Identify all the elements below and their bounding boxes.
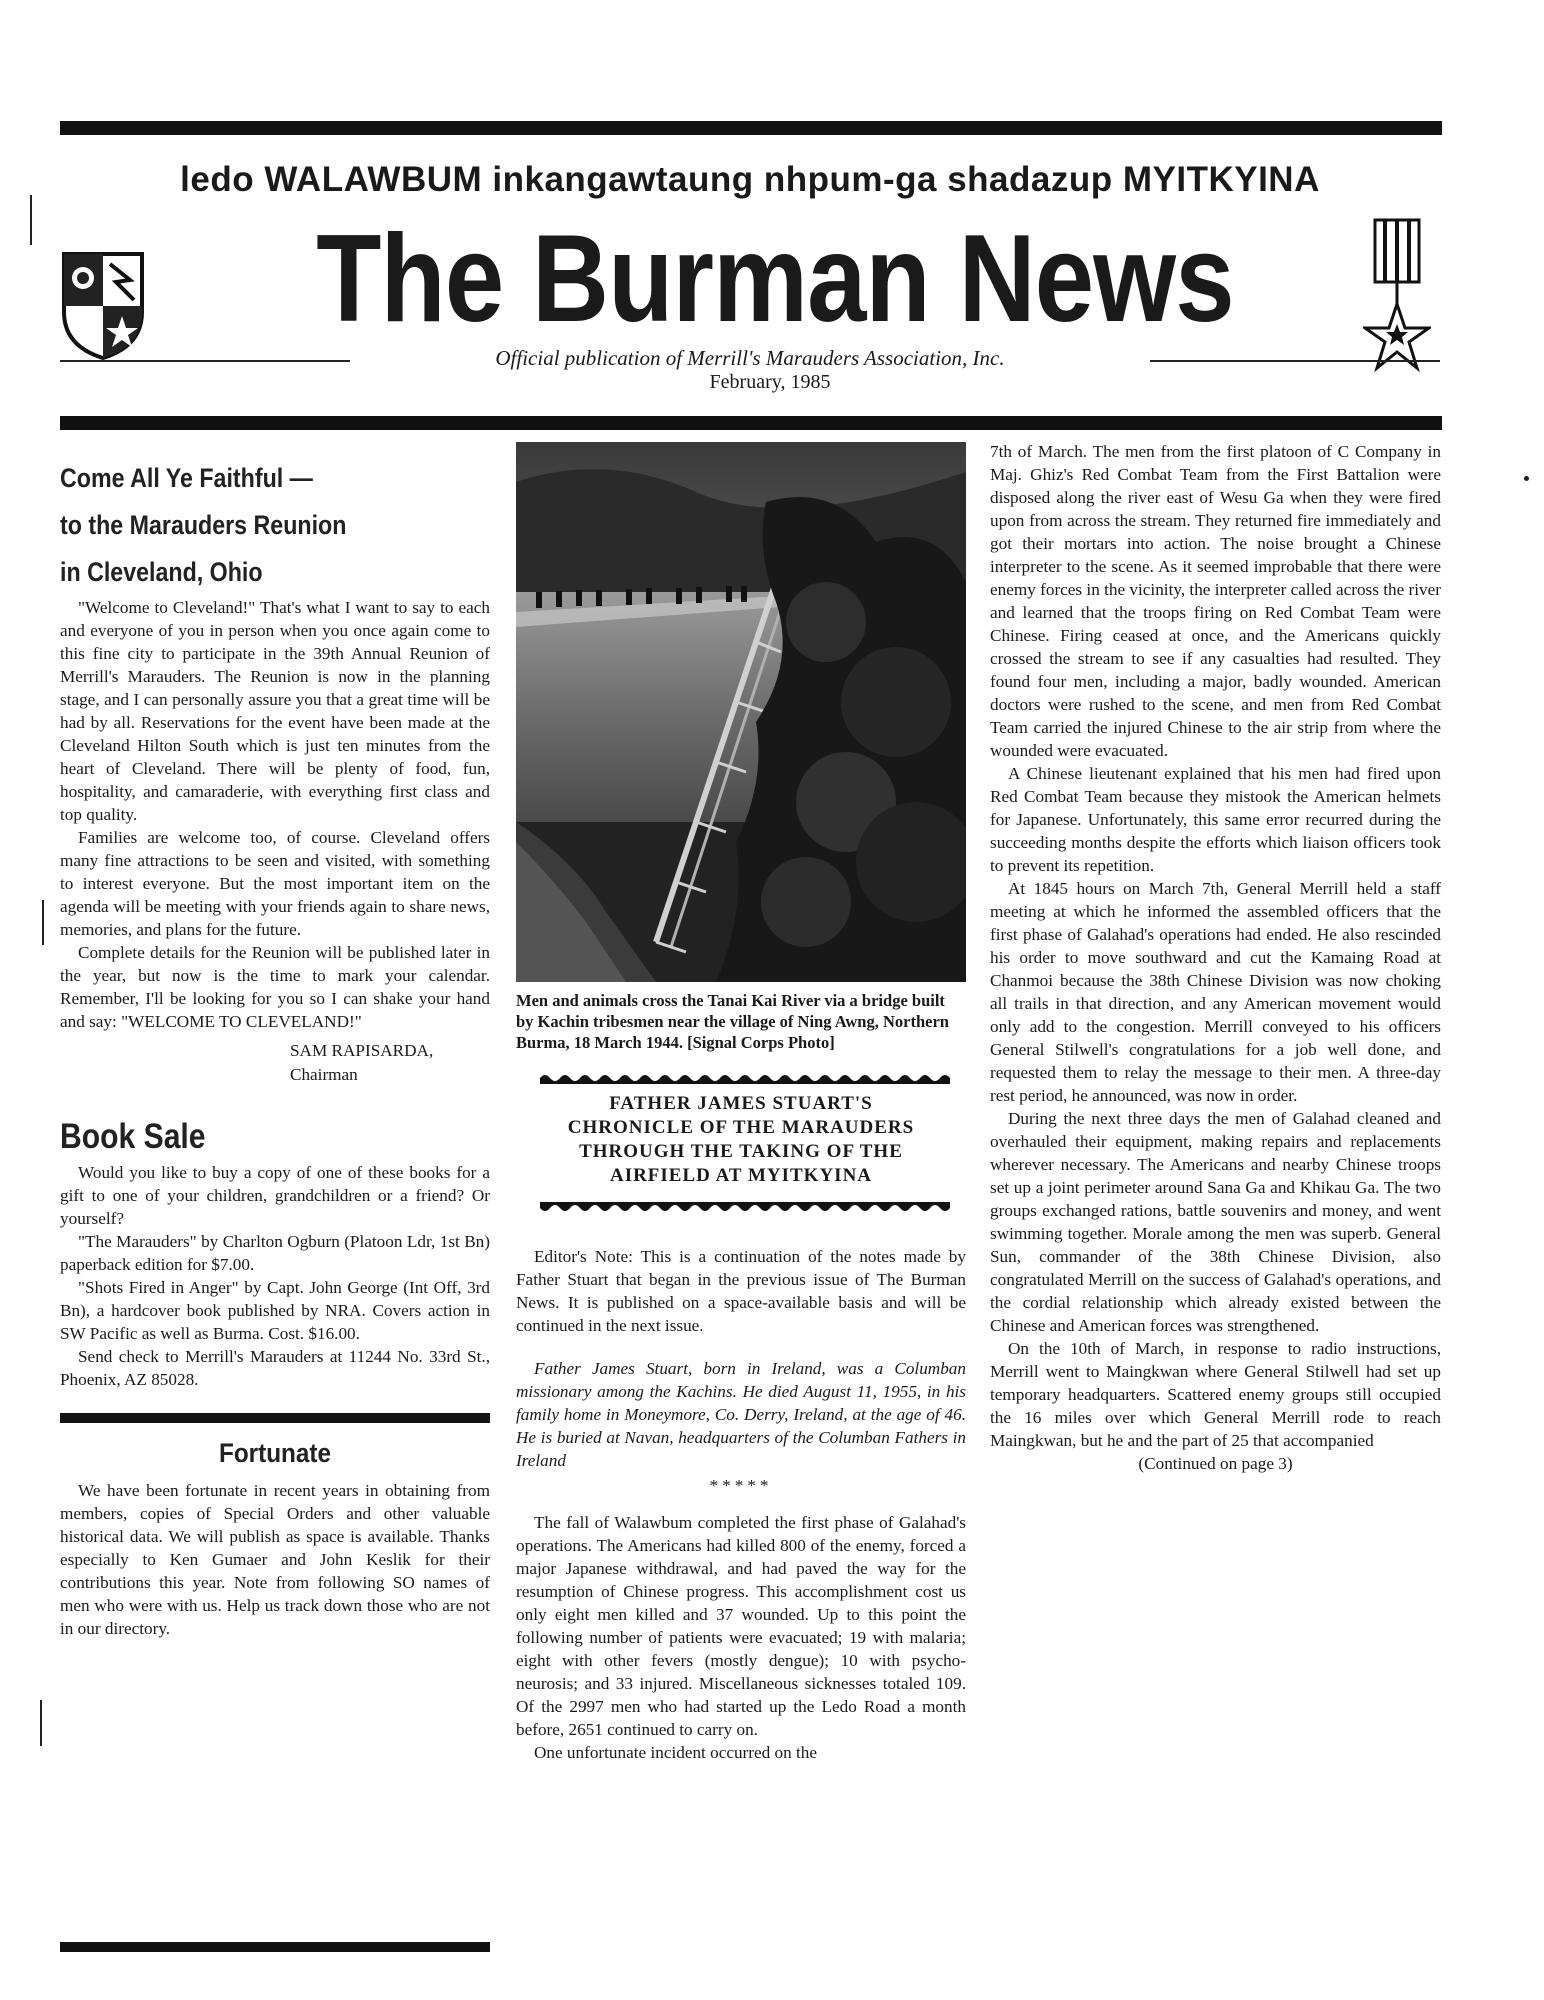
margin-mark (40, 1700, 42, 1746)
subtitle-rule-right (1150, 360, 1440, 362)
subtitle-row (60, 345, 1440, 371)
book-sale-paragraph: Send check to Merrill's Marauders at 11244 No. 33rd St., Phoenix, AZ 85028. (60, 1347, 490, 1389)
chronicle-heading (516, 1092, 966, 1188)
continued-note: (Continued on page 3) (1138, 1454, 1293, 1473)
margin-mark (42, 900, 44, 945)
fortunate-top-rule (60, 1413, 490, 1423)
chronicle-top-border (540, 1072, 950, 1084)
masthead-tagline: ledo WALAWBUM inkangawtaung nhpum-ga shadazup MYITKYINA (180, 160, 1320, 199)
chronicle-paragraph: A Chinese lieutenant explained that his men had fired upon Red Combat Team because they mistook the American helmets for Japanese. Unfortunately, this same error recurred during the succeeding months despite the efforts which liaison officers took to prevent its repetition. (990, 764, 1441, 875)
masthead-title: The Burman News (316, 210, 1234, 348)
river-crossing-photo (516, 442, 966, 982)
chronicle-heading-line: AIRFIELD AT MYITKYINA (609, 1165, 873, 1186)
chronicle-bottom-border (540, 1202, 950, 1214)
signature-title: Chairman (290, 1065, 358, 1084)
editors-note: Editor's Note: This is a continuation of the notes made by Father Stuart that began in the previous issue of The Burman News. It is published on a space-available basis and will be continued in the next issue. (516, 1247, 966, 1335)
reunion-heading (60, 455, 430, 596)
fortunate-bottom-rule (60, 1942, 490, 1952)
chronicle-paragraph: During the next three days the men of Galahad cleaned and overhauled their equipment, making repairs and replacements wherever necessary. The Americans and nearby Chinese troops set up a joint perimeter around Sana Ga and Khikau Ga. The two groups exchanged rations, battle souvenirs and money, and went swimming together. Morale among the men was superb. General Sun, commander of the 38th Chinese Division, also congratulated Merrill on the success of Galahad's operations, and the cordial relationship which already existed between the Chinese and American forces was strengthened. (990, 1109, 1441, 1335)
chronicle-heading-line: FATHER JAMES STUART'S (609, 1093, 873, 1114)
fortunate-paragraph: We have been fortunate in recent years in obtaining from members, copies of Special Orders and other valuable historical data. We will publish as space is available. Thanks especially to Ken Gumaer and John Keslik for their contributions this year. Note from following SO names of men who were with us. Help us track down those who are not in our directory. (60, 1481, 490, 1638)
reunion-heading-line: Come All Ye Faithful — (60, 463, 313, 493)
masthead-top-rule (60, 121, 1442, 135)
chronicle-heading-line: CHRONICLE OF THE MARAUDERS (567, 1117, 915, 1138)
book-sale-paragraph: Would you like to buy a copy of one of these books for a gift to one of your children, grandchildren or a friend? Or yourself? (60, 1163, 490, 1228)
chronicle-paragraph: 7th of March. The men from the first platoon of C Company in Maj. Ghiz's Red Combat Team from the First Battalion were disposed along the river east of Wesu Ga when they were fired upon from across the stream. They returned fire immediately and got their mortars into action. The noise brought a Chinese interpreter to the scene. As it seemed improbable that there were enemy forces in the vicinity, the interpreter called across the river and learned that the troops firing on Red Combat Team were Chinese. Firing ceased at once, and the Americans quickly crossed the stream to see if any casualties had resulted. They found four men, including a major, badly wounded. American doctors were rushed to the scene, and men from Red Combat Team carried the injured Chinese to the air strip from where the wounded were evacuated. (990, 442, 1441, 760)
fortunate-heading: Fortunate (218, 1438, 332, 1468)
signature-name: SAM RAPISARDA, (290, 1041, 434, 1060)
reunion-paragraph: Families are welcome too, of course. Cleveland offers many fine attractions to be seen and visited, with something to interest everyone. But the most important item on the agenda will be meeting with your friends again to share news, memories, and plans for the future. (60, 828, 490, 939)
masthead-bottom-rule (60, 416, 1442, 430)
subtitle-rule-left (60, 360, 350, 362)
stuart-bio: Father James Stuart, born in Ireland, was a Columban missionary among the Kachins. He died August 11, 1955, in his family home in Moneymore, Co. Derry, Ireland, at the age of 46. He is buried at Navan, headquarters of the Columban Fathers in Ireland (516, 1359, 966, 1470)
reunion-heading-line: in Cleveland, Ohio (60, 557, 263, 587)
chronicle-paragraph: On the 10th of March, in response to radio instructions, Merrill went to Maingkwan where General Stilwell had set up temporary headquarters. Scattered enemy groups still occupied the 16 miles over which General Merrill rode to reach Maingkwan, but he and the part of 25 that accompanied (990, 1339, 1441, 1450)
photo-caption: Men and animals cross the Tanai Kai River via a bridge built by Kachin tribesmen near the village of Ning Awng, Northern Burma, 18 March 1944. [Signal Corps Photo] (516, 991, 949, 1052)
left-column (60, 455, 490, 1640)
right-column (990, 440, 1441, 1475)
reunion-paragraph: Complete details for the Reunion will be published later in the year, but now is the time to mark your calendar. Remember, I'll be looking for you so I can shake your hand and say: "WELCOME TO CLEVELAND!" (60, 943, 490, 1031)
publication-subtitle: Official publication of Merrill's Marauders Association, Inc. (495, 346, 1005, 370)
scan-dot (1524, 476, 1529, 481)
book-sale-paragraph: "Shots Fired in Anger" by Capt. John George (Int Off, 3rd Bn), a hardcover book published by NRA. Covers action in SW Pacific as well as Burma. Cost. $16.00. (60, 1278, 490, 1343)
book-sale-heading: Book Sale (60, 1117, 206, 1156)
chronicle-paragraph: The fall of Walawbum completed the first phase of Galahad's operations. The Americans had killed 800 of the enemy, forced a major Japanese withdrawal, and had paved the way for the resumption of Chinese progress. This accomplishment cost us only eight men killed and 37 wounded. Up to this point the following number of patients were evacuated; 19 with malaria; eight with other fevers (mostly dengue); 10 with psycho-neurosis; and 33 injured. Miscellaneous sicknesses totaled 109. Of the 2997 men who had started up the Ledo Road a month before, 2651 continued to carry on. (516, 1513, 966, 1739)
book-sale-paragraph: "The Marauders" by Charlton Ogburn (Platoon Ldr, 1st Bn) paperback edition for $7.00. (60, 1232, 490, 1274)
reunion-heading-line: to the Marauders Reunion (60, 510, 347, 540)
chronicle-paragraph: At 1845 hours on March 7th, General Merrill held a staff meeting at which he informed the assembled officers that the first phase of Galahad's operations had ended. He also rescinded his order to move southward and cut the Kamaing Road at Chanmoi because the 38th Chinese Division was now choking all trails in that direction, and any American movement would only add to the congestion. Merrill conveyed to his officers General Stilwell's congratulations for a job well done, and requested them to relay the message to their men. A three-day rest period, he announced, was now in order. (990, 879, 1441, 1105)
chronicle-heading-line: THROUGH THE TAKING OF THE (579, 1141, 903, 1162)
section-separator: ***** (709, 1476, 773, 1495)
reunion-paragraph: "Welcome to Cleveland!" That's what I want to say to each and everyone of you in person when you once again come to this fine city to participate in the 39th Annual Reunion of Merrill's Marauders. The Reunion is now in the planning stage, and I can personally assure you that a great time will be had by all. Reservations for the event have been made at the Cleveland Hilton South which is just ten minutes from the heart of Cleveland. There will be plenty of food, fun, hospitality, and camaraderie, with everything first class and top quality. (60, 598, 490, 824)
issue-date: February, 1985 (709, 371, 831, 393)
chronicle-paragraph: One unfortunate incident occurred on the (534, 1743, 818, 1762)
middle-column (516, 1245, 966, 1764)
margin-mark (30, 195, 32, 245)
